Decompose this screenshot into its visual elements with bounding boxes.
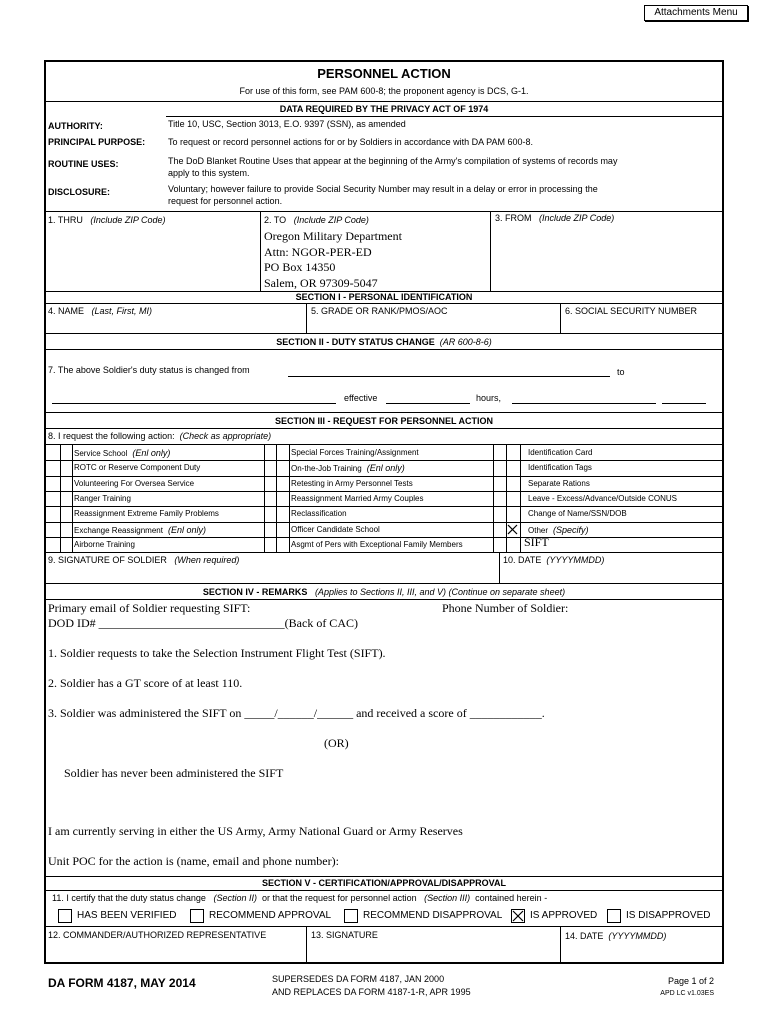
grid-row-line bbox=[44, 522, 724, 523]
action-label: Exchange Reassignment bbox=[74, 526, 163, 535]
form-title: PERSONNEL ACTION bbox=[317, 66, 451, 81]
remarks-line-1: 1. Soldier requests to take the Selection Instrument Flight Test (SIFT). bbox=[48, 646, 386, 660]
ssn-field[interactable]: 6. SOCIAL SECURITY NUMBER bbox=[565, 306, 698, 316]
col-2-item-3[interactable] bbox=[291, 479, 413, 488]
remarks-poc[interactable]: Unit POC for the action is (name, email and phone number): bbox=[48, 854, 339, 868]
grid-col-line bbox=[520, 444, 521, 553]
name-field[interactable]: 4. NAME (Last, First, MI) bbox=[48, 306, 153, 316]
commander-field[interactable]: 12. COMMANDER/AUTHORIZED REPRESENTATIVE bbox=[48, 930, 267, 940]
hours-label: hours, bbox=[476, 393, 502, 403]
grid-col-line bbox=[264, 444, 265, 553]
soldier-signature-field[interactable]: 9. SIGNATURE OF SOLDIER (When required) bbox=[48, 555, 240, 565]
action-label: Special Forces Training/Assignment bbox=[291, 448, 419, 457]
col-1-item-2[interactable] bbox=[74, 463, 200, 472]
action-label: ROTC or Reserve Component Duty bbox=[74, 463, 201, 472]
authority-text: Title 10, USC, Section 3013, E.O. 9397 (SSN), as amended bbox=[168, 119, 406, 129]
remarks-email[interactable]: Primary email of Soldier requesting SIFT: bbox=[48, 601, 251, 615]
certify-text: 11. I certify that the duty status change (Section II) or that the request for personnel action (Section III) contained herein - bbox=[52, 893, 548, 903]
action-hint: (Enl only) bbox=[366, 463, 405, 473]
grid-col-line bbox=[276, 444, 277, 553]
action-hint: (Specify) bbox=[553, 525, 589, 535]
page-number: Page 1 of 2 bbox=[667, 976, 714, 986]
col-2-item-7[interactable] bbox=[291, 540, 463, 549]
grid-col-line bbox=[506, 444, 507, 553]
form-id: DA FORM 4187, MAY 2014 bbox=[48, 976, 196, 990]
thru-field[interactable]: 1. THRU (Include ZIP Code) bbox=[48, 215, 166, 225]
action-label: Separate Rations bbox=[528, 479, 590, 488]
routine-text-2: apply to this system. bbox=[168, 168, 250, 178]
remarks-or: (OR) bbox=[324, 736, 349, 750]
privacy-header: DATA REQUIRED BY THE PRIVACY ACT OF 1974 bbox=[279, 104, 489, 114]
action-label: Leave - Excess/Advance/Outside CONUS bbox=[528, 494, 677, 503]
col-1-item-3[interactable] bbox=[74, 479, 194, 488]
remarks-serving: I am currently serving in either the US Army, Army National Guard or Army Reserves bbox=[48, 824, 463, 838]
action-label: Asgmt of Pers with Exceptional Family Members bbox=[291, 540, 463, 549]
purpose-text: To request or record personnel actions for or by Soldiers in accordance with DA PAM 600-8. bbox=[168, 137, 534, 147]
action-label: Volunteering For Oversea Service bbox=[74, 479, 195, 488]
duty-status-text: 7. The above Soldier's duty status is changed from bbox=[48, 365, 250, 375]
action-label: Identification Tags bbox=[528, 463, 592, 472]
form-version: APD LC v1.03ES bbox=[660, 990, 714, 997]
hours-field[interactable] bbox=[512, 403, 656, 404]
date-10-field[interactable]: 10. DATE (YYYYMMDD) bbox=[503, 555, 605, 565]
recommend-approval-label: RECOMMEND APPROVAL bbox=[209, 910, 332, 921]
col-3-item-5[interactable] bbox=[528, 509, 627, 518]
remarks-never: Soldier has never been administered the SIFT bbox=[64, 766, 284, 780]
is-approved-checkbox[interactable] bbox=[511, 909, 525, 923]
action-hint: (Enl only) bbox=[167, 525, 206, 535]
col-2-item-1[interactable] bbox=[291, 448, 419, 457]
x-check-icon bbox=[511, 909, 525, 923]
signature-13-field[interactable]: 13. SIGNATURE bbox=[311, 930, 378, 940]
is-disapproved-label: IS DISAPPROVED bbox=[626, 910, 711, 921]
action-label: On-the-Job Training bbox=[291, 464, 362, 473]
grid-row-line bbox=[44, 552, 724, 553]
col-3-item-1[interactable] bbox=[528, 448, 592, 457]
grade-field[interactable]: 5. GRADE OR RANK/PMOS/AOC bbox=[311, 306, 448, 316]
grid-row-line bbox=[44, 491, 724, 492]
remarks-phone[interactable]: Phone Number of Soldier: bbox=[442, 601, 569, 615]
other-x-check-icon[interactable] bbox=[506, 523, 519, 536]
is-disapproved-checkbox[interactable] bbox=[607, 909, 621, 923]
recommend-approval-checkbox[interactable] bbox=[190, 909, 204, 923]
section-2-header: SECTION II - DUTY STATUS CHANGE (AR 600-8-6) bbox=[276, 337, 492, 347]
recommend-disapproval-checkbox[interactable] bbox=[344, 909, 358, 923]
duty-to-field[interactable] bbox=[52, 403, 336, 404]
routine-text-1: The DoD Blanket Routine Uses that appear at the beginning of the Army's compilation of systems of records may bbox=[168, 156, 618, 166]
col-3-item-4[interactable] bbox=[528, 494, 677, 503]
grid-col-line bbox=[493, 444, 494, 553]
grid-row-line bbox=[44, 537, 724, 538]
action-label: Reclassification bbox=[291, 509, 347, 518]
remarks-line-2: 2. Soldier has a GT score of at least 110. bbox=[48, 676, 243, 690]
disclosure-text-2: request for personnel action. bbox=[168, 196, 283, 206]
section-4-header: SECTION IV - REMARKS (Applies to Sections II, III, and V) (Continue on separate sheet) bbox=[202, 587, 566, 597]
purpose-label: PRINCIPAL PURPOSE: bbox=[48, 137, 146, 147]
effective-date-field[interactable] bbox=[386, 403, 470, 404]
disclosure-label: DISCLOSURE: bbox=[48, 187, 111, 197]
action-label: Ranger Training bbox=[74, 494, 131, 503]
col-1-item-4[interactable] bbox=[74, 494, 131, 503]
col-3-item-2[interactable] bbox=[528, 463, 592, 472]
action-hint: (Enl only) bbox=[132, 448, 171, 458]
to-field-label: 2. TO (Include ZIP Code) bbox=[264, 215, 369, 225]
col-2-item-6[interactable] bbox=[291, 525, 380, 534]
col-1-item-1[interactable] bbox=[74, 448, 170, 458]
action-label: Service School bbox=[74, 449, 128, 458]
duty-to-label: to bbox=[617, 367, 625, 377]
col-2-item-5[interactable] bbox=[291, 509, 347, 518]
col-3-item-6[interactable] bbox=[528, 525, 589, 535]
recommend-disapproval-label: RECOMMEND DISAPPROVAL bbox=[363, 910, 503, 921]
is-approved-label: IS APPROVED bbox=[530, 910, 598, 921]
attachments-menu-button[interactable]: Attachments Menu bbox=[644, 5, 748, 21]
action-label: Airborne Training bbox=[74, 540, 135, 549]
section-5-header: SECTION V - CERTIFICATION/APPROVAL/DISAPPROVAL bbox=[261, 878, 506, 888]
has-been-verified-label: HAS BEEN VERIFIED bbox=[77, 910, 177, 921]
action-label: Reassignment Extreme Family Problems bbox=[74, 509, 219, 518]
action-label: Change of Name/SSN/DOB bbox=[528, 509, 627, 518]
grid-row-line bbox=[44, 476, 724, 477]
col-1-item-6[interactable] bbox=[74, 525, 206, 535]
authority-label: AUTHORITY: bbox=[48, 121, 103, 131]
action-label: Officer Candidate School bbox=[291, 525, 380, 534]
duty-from-field[interactable] bbox=[288, 376, 610, 377]
date-14-field[interactable]: 14. DATE (YYYYMMDD) bbox=[565, 931, 667, 941]
grid-col-line bbox=[72, 444, 73, 553]
action-label: Identification Card bbox=[528, 448, 593, 457]
form-subtitle: For use of this form, see PAM 600-8; the proponent agency is DCS, G-1. bbox=[239, 86, 529, 96]
to-address[interactable]: Oregon Military Department Attn: NGOR-PER-ED PO Box 14350 Salem, OR 97309-5047 bbox=[264, 229, 402, 290]
has-been-verified-checkbox[interactable] bbox=[58, 909, 72, 923]
grid-row-line bbox=[44, 506, 724, 507]
request-label: 8. I request the following action: (Check as appropriate) bbox=[48, 431, 272, 441]
from-field[interactable]: 3. FROM (Include ZIP Code) bbox=[495, 213, 615, 223]
hours-extra-field[interactable] bbox=[662, 403, 706, 404]
disclosure-text-1: Voluntary; however failure to provide Social Security Number may result in a delay or error in processing the bbox=[168, 184, 598, 194]
action-label: Other bbox=[528, 526, 549, 535]
col-2-item-2[interactable] bbox=[291, 463, 405, 473]
section-3-header: SECTION III - REQUEST FOR PERSONNEL ACTION bbox=[274, 416, 494, 426]
col-2-item-4[interactable] bbox=[291, 494, 424, 503]
remarks-dodid[interactable]: DOD ID# _______________________________(Back of CAC) bbox=[48, 616, 358, 630]
action-label: Reassignment Married Army Couples bbox=[291, 494, 424, 503]
section-1-header: SECTION I - PERSONAL IDENTIFICATION bbox=[295, 292, 473, 302]
col-1-item-5[interactable] bbox=[74, 509, 219, 518]
routine-label: ROUTINE USES: bbox=[48, 159, 119, 169]
supersedes-line-1: SUPERSEDES DA FORM 4187, JAN 2000 bbox=[272, 974, 445, 984]
grid-col-line bbox=[289, 444, 290, 553]
action-label: Retesting in Army Personnel Tests bbox=[291, 479, 413, 488]
remarks-line-3[interactable]: 3. Soldier was administered the SIFT on _____/______/______ and received a score of ____________. bbox=[48, 706, 545, 720]
grid-row-line bbox=[44, 460, 724, 461]
supersedes-line-2: AND REPLACES DA FORM 4187-1-R, APR 1995 bbox=[272, 987, 471, 997]
other-specify-value[interactable]: SIFT bbox=[524, 535, 549, 549]
col-1-item-7[interactable] bbox=[74, 540, 135, 549]
col-3-item-3[interactable] bbox=[528, 479, 590, 488]
grid-col-line bbox=[60, 444, 61, 553]
effective-label: effective bbox=[344, 393, 378, 403]
